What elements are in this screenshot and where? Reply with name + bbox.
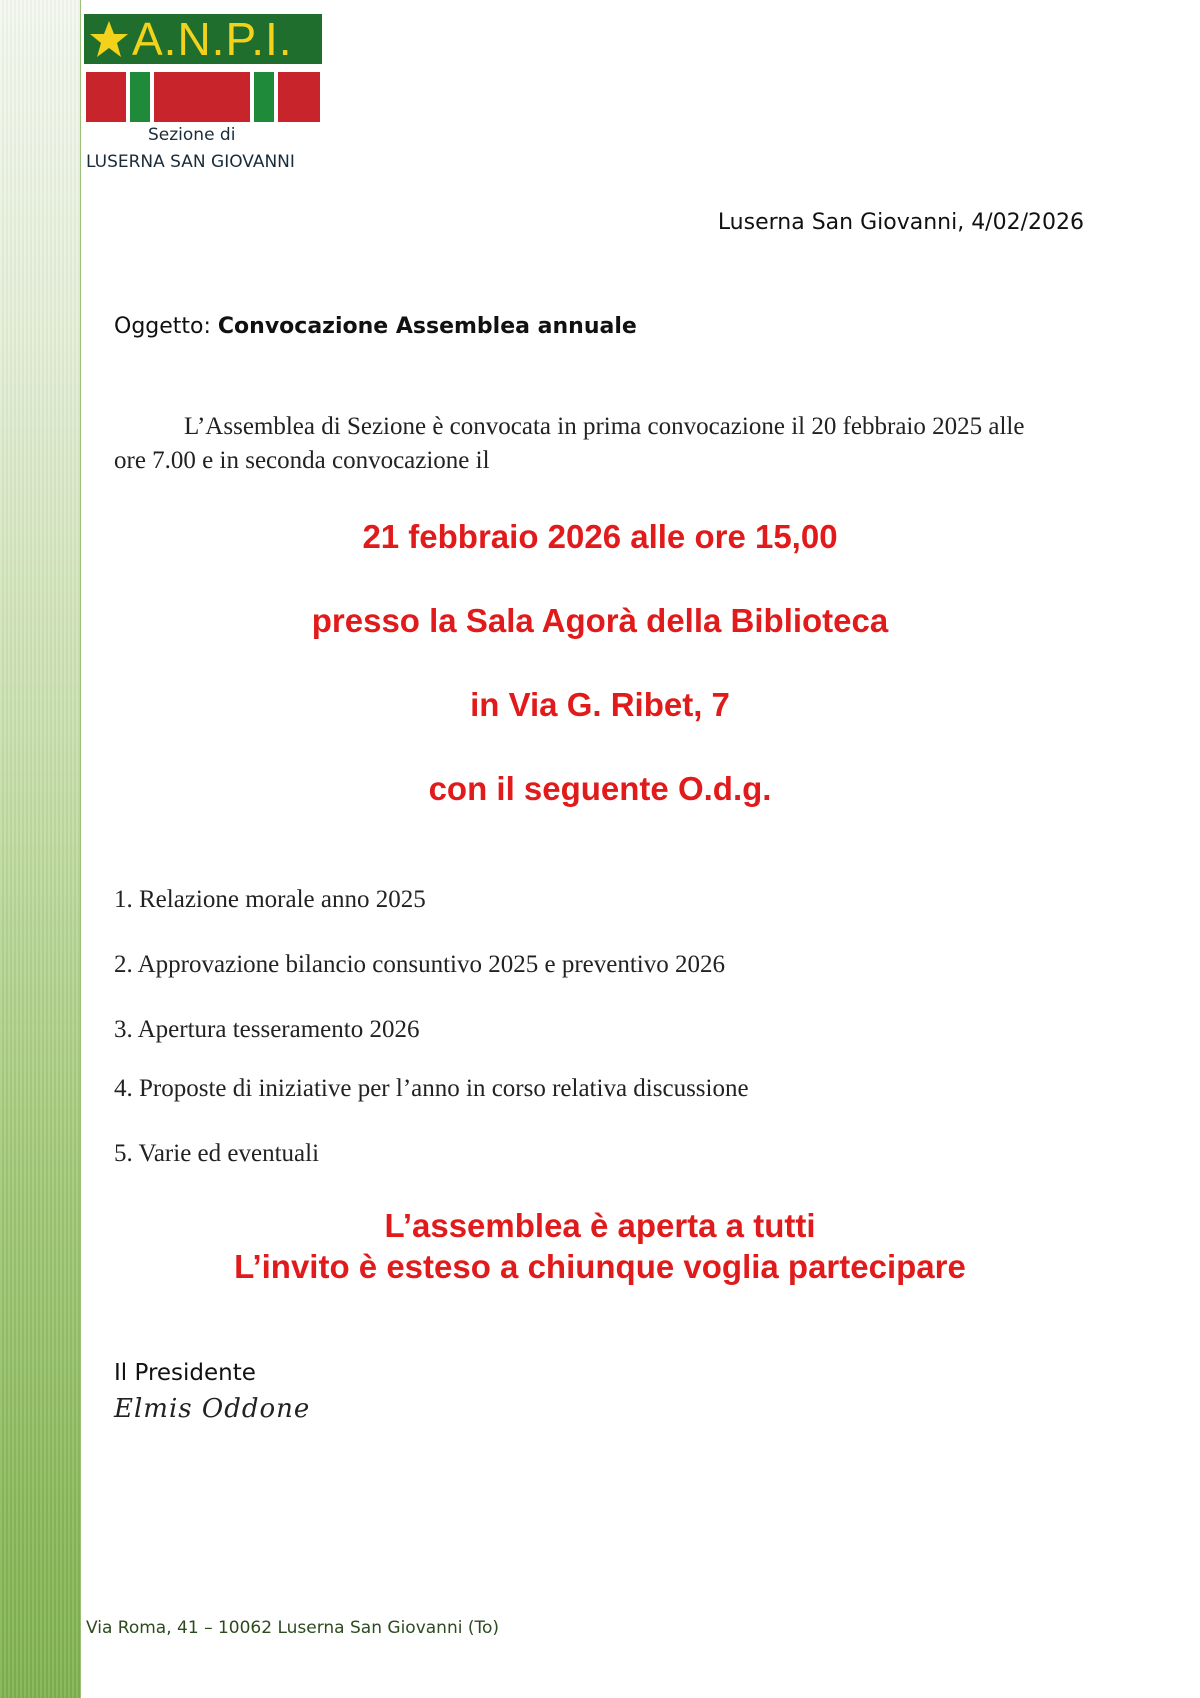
logo-banner [84,14,322,64]
highlight-address: in Via G. Ribet, 7 [470,686,730,723]
sezione-label: Sezione di [148,125,236,145]
letter-date: Luserna San Giovanni, 4/02/2026 [717,210,1084,235]
logo-text: A.N.P.I. [132,13,293,65]
highlight-venue: presso la Sala Agorà della Biblioteca [311,602,889,639]
signature-role: Il Presidente [114,1360,256,1386]
subject-value: Convocazione Assemblea annuale [217,314,637,339]
closing-line-2: L’invito è esteso a chiunque voglia partecipare [234,1248,966,1285]
star-icon [88,18,130,60]
subject-label: Oggetto: [114,314,218,339]
flag-bars-graphic [84,68,322,128]
footer-address: Via Roma, 41 – 10062 Luserna San Giovanni (To) [86,1618,500,1638]
green-sidebar-stripe [0,0,81,1698]
highlight-odg: con il seguente O.d.g. [428,770,772,807]
agenda-item: 5. Varie ed eventuali [114,1140,320,1167]
sezione-name: LUSERNA SAN GIOVANNI [86,152,295,172]
agenda-item: 2. Approvazione bilancio consuntivo 2025 e preventivo 2026 [114,951,725,978]
agenda-item: 4. Proposte di iniziative per l’anno in corso relativa discussione [114,1075,749,1102]
agenda-item: 3. Apertura tesseramento 2026 [114,1016,420,1043]
intro-paragraph: L’Assemblea di Sezione è convocata in prima convocazione il 20 febbraio 2025 alle ore 7.00 e in seconda convocazione il [114,413,1025,474]
agenda-item: 1. Relazione morale anno 2025 [114,886,426,913]
closing-line-1: L’assemblea è aperta a tutti [384,1207,816,1244]
anpi-logo [84,14,322,122]
highlight-date: 21 febbraio 2026 alle ore 15,00 [362,518,838,555]
subject-line [114,314,637,339]
signature-name: Elmis Oddone [114,1394,311,1424]
